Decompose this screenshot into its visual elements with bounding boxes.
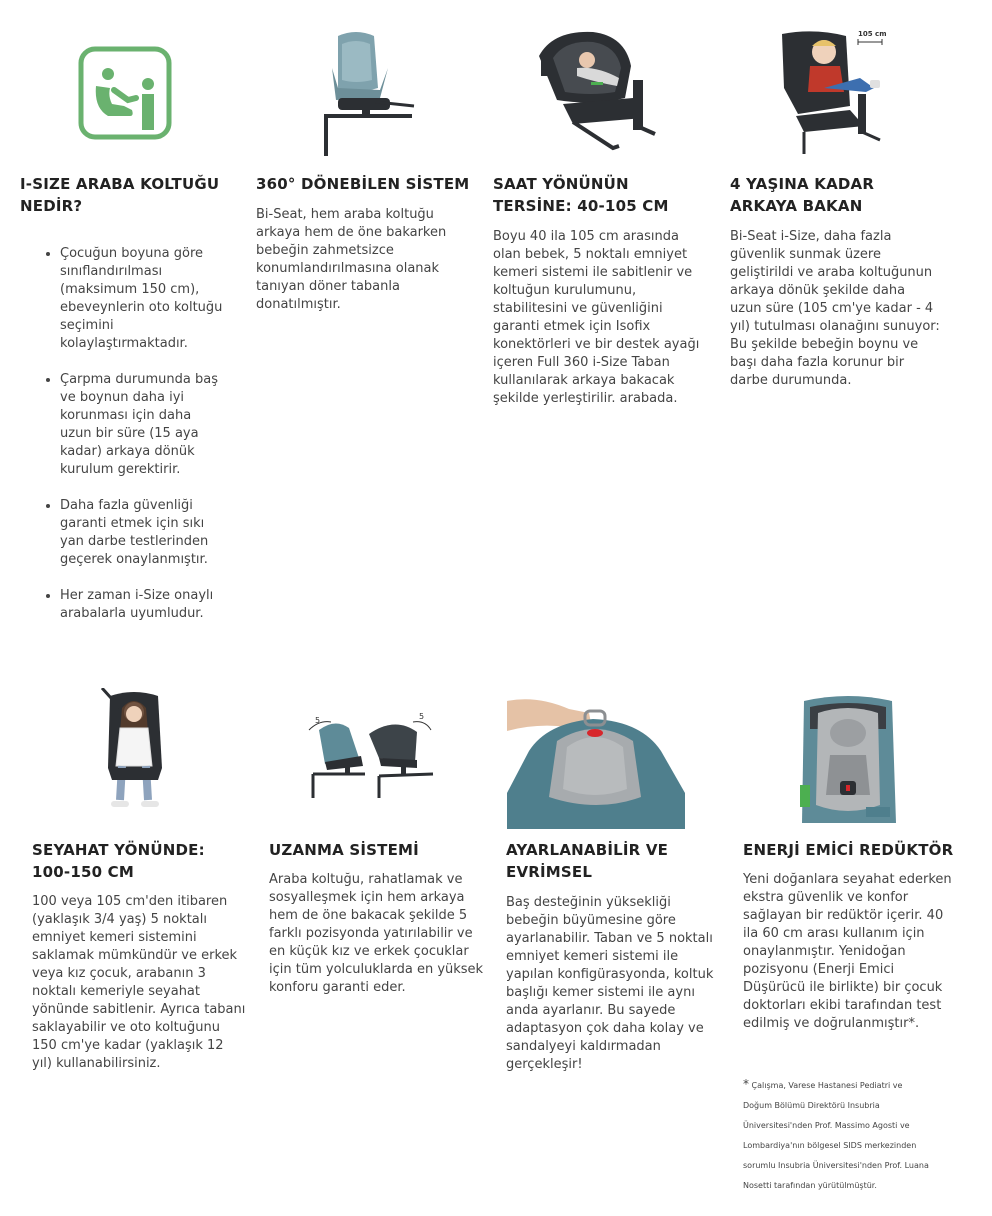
feature-text-rotation: Bi-Seat, hem araba koltuğu arkaya hem de öne bakarken bebeğin zahmetsizce konumlandırılmasına olanak tanıyan döner tabanla donatılmıştır. — [256, 207, 447, 312]
headrest-adjust-image — [507, 693, 685, 829]
feature-bullets-isize — [40, 245, 225, 641]
recline-label-right: 5 — [419, 712, 425, 721]
footnote-line: sorumlu Insubria Üniversitesi'nden Prof. Luana — [743, 1161, 929, 1170]
list-item: • Çarpma durumunda baş ve boynun daha iyi korunması için daha uzun bir süre (15 aya kadar) arkaya dönük kurulum gerektirir. — [60, 371, 225, 479]
list-item: • Çocuğun boyuna göre sınıflandırılması (maksimum 150 cm), ebeveynlerin oto koltuğu seçimini kolaylaştırmaktadır. — [60, 245, 225, 353]
footnote-line: Lombardiya'nın bölgesel SIDS merkezinden — [743, 1141, 917, 1150]
feature-title-rear-facing: SAAT YÖNÜNÜN TERSİNE: 40-105 CM — [493, 175, 669, 215]
isize-seat-icon — [78, 46, 172, 140]
feature-text-adjustable: Baş desteğinin yüksekliği bebeğin büyümesine göre ayarlanabilir. Taban ve 5 noktalı emniyet kemeri sistemi ile yapılan konfigürasyonda, koltuk başlığı kemer sistemi ile aynı anda ayarlanır. Bu sayede adaptasyon çok daha kolay ve sandalyeyi kaldırmadan gerçekleşir! — [506, 895, 714, 1072]
newborn-reducer-image — [800, 695, 898, 830]
list-item: • Her zaman i-Size onaylı arabalarla uyumludur. — [60, 587, 225, 623]
recline-seats-image — [305, 712, 445, 802]
feature-text-recline: Araba koltuğu, rahatlamak ve sosyalleşmek için hem arkaya hem de öne bakacak şekilde 5 farklı pozisyonda yatırılabilir ve en küçük kız ve erkek çocuklar için tüm yolculuklarda en yüksek konforu garanti eder. — [269, 872, 484, 995]
footnote-line: Nosetti tarafından yürütülmüştür. — [743, 1181, 877, 1190]
girl-forward-seat-image — [100, 688, 170, 823]
feature-text-forward: 100 veya 105 cm'den itibaren (yaklaşık 3/4 yaş) 5 noktalı emniyet kemeri sistemini saklamak mümkündür ve erkek veya kız çocuk, arabanın 3 noktalı kemeriyle seyahat yönünde sabitlenir. Ayrıca tabanı saklayabilir ve oto koltuğunu 150 cm'ye kadar (yaklaşık 12 yıl) kullanabilirsiniz. — [32, 894, 246, 1071]
feature-title-rotation: 360° DÖNEBİLEN SİSTEM — [256, 175, 470, 193]
footnote-line: Üniversitesi'nden Prof. Massimo Agosti ve — [743, 1121, 910, 1130]
feature-title-isize: I-SIZE ARABA KOLTUĞU NEDİR? — [20, 175, 220, 215]
feature-text-reducer: Yeni doğanlara seyahat ederken ekstra güvenlik ve konfor sağlayan bir redüktör içerir. 40 ila 60 cm arası kullanım için onaylanmıştır. Yenidoğan pozisyonu (Enerji Emici Düşürücü ile birlikte) bir çocuk doktorları ekibi tarafından test edilmiş ve doğrulanmıştır*. — [743, 872, 952, 1031]
footnote — [743, 1074, 968, 1196]
feature-title-recline: UZANMA SİSTEMİ — [269, 841, 419, 859]
toddler-seat-image — [774, 28, 894, 156]
feature-title-adjustable: AYARLANABİLİR VE EVRİMSEL — [506, 841, 669, 881]
height-label: 105 cm — [858, 30, 887, 38]
list-item: • Daha fazla güvenliği garanti etmek için sıkı yan darbe testlerinden geçerek onaylanmıştır. — [60, 497, 225, 569]
feature-title-forward: SEYAHAT YÖNÜNDE: 100-150 CM — [32, 841, 205, 881]
rotating-seat-image — [318, 28, 418, 158]
recline-label-left: 5 — [315, 716, 321, 725]
rear-facing-baby-image — [533, 26, 661, 154]
feature-text-rear-facing: Boyu 40 ila 105 cm arasında olan bebek, 5 noktalı emniyet kemeri sistemi ile sabitlenir ve koltuğun kurulumunu, stabilitesini ve güvenliğini garanti etmek için Isofix konektörleri ve bir destek ayağı içeren Full 360 i-Size Taban kullanılarak arkaya bakacak şekilde yerleştirilir. arabada. — [493, 229, 700, 406]
footnote-star: * — [743, 1077, 749, 1091]
feature-title-4-years: 4 YAŞINA KADAR ARKAYA BAKAN — [730, 175, 875, 215]
footnote-line: Çalışma, Varese Hastanesi Pediatri ve — [751, 1081, 903, 1090]
feature-text-4-years: Bi-Seat i-Size, daha fazla güvenlik sunmak üzere geliştirildi ve araba koltuğunun arkaya dönük şekilde daha uzun süre (105 cm'ye kadar - 4 yıl) tutulması olanağını sunuyor: Bu şekilde bebeğin boynu ve başı daha fazla korunur bir darbe durumunda. — [730, 229, 940, 388]
footnote-line: Doğum Bölümü Direktörü Insubria — [743, 1101, 880, 1110]
feature-title-reducer: ENERJİ EMİCİ REDÜKTÖR — [743, 841, 954, 859]
